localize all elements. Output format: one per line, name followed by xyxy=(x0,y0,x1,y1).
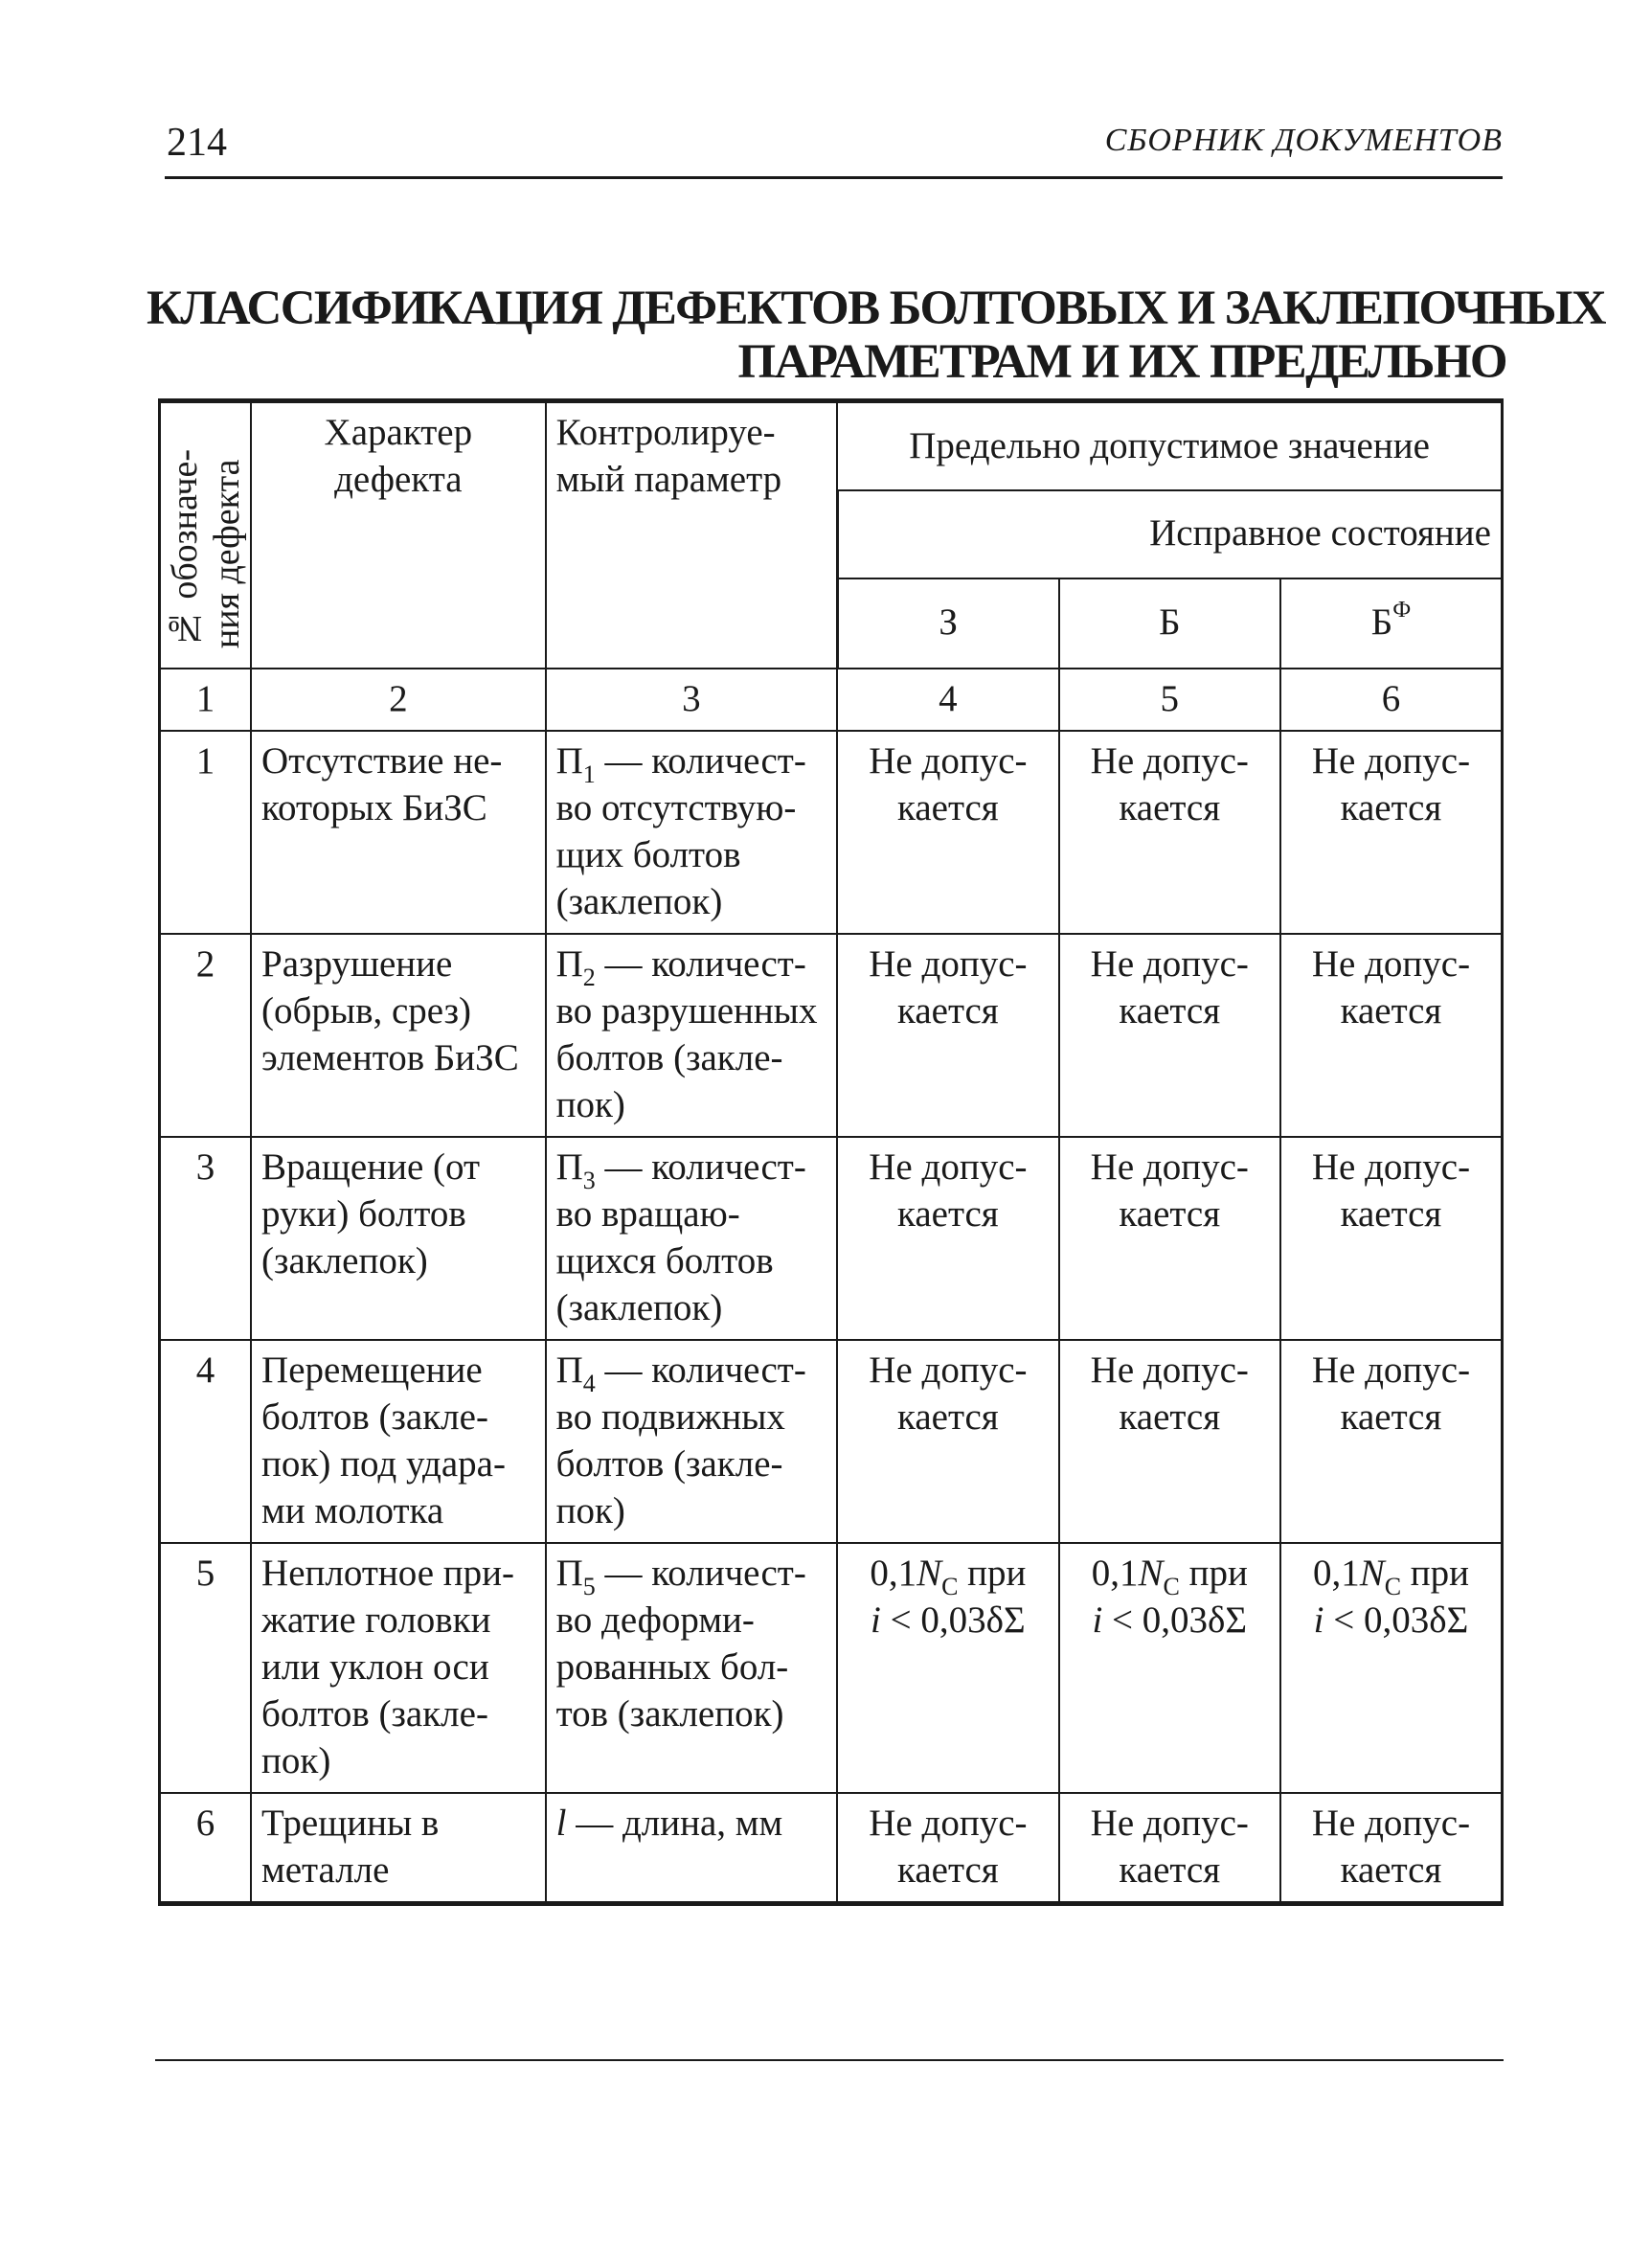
row-number: 3 xyxy=(160,1137,252,1340)
limit-n-subscript: C xyxy=(1163,1573,1180,1600)
param-text: — количест-во разрушенных болтов (закле-пок) xyxy=(555,943,818,1125)
limit-when: при xyxy=(958,1553,1027,1594)
limit-i: i xyxy=(1313,1599,1324,1641)
row-number: 4 xyxy=(160,1340,252,1543)
limit-coef: 0,1 xyxy=(1091,1553,1139,1594)
title-line-1: КЛАССИФИКАЦИЯ ДЕФЕКТОВ БОЛТОВЫХ И ЗАКЛЕПОЧНЫХ xyxy=(147,282,1605,335)
defect-cell: Перемещение болтов (закле-пок) под удара-ми молотка xyxy=(251,1340,546,1543)
param-text: — количест-во подвижных болтов (закле-пок) xyxy=(555,1349,806,1531)
limit-b-cell xyxy=(1059,1543,1280,1793)
param-symbol: П xyxy=(555,1553,583,1594)
limit-n-subscript: C xyxy=(1384,1573,1402,1600)
header-state: Исправное состояние xyxy=(837,490,1502,578)
header-state-bf xyxy=(1280,578,1503,669)
limit-z-cell: Не допус-кается xyxy=(837,1137,1058,1340)
table-row xyxy=(160,934,1503,1137)
param-subscript: 4 xyxy=(582,1370,596,1397)
param-subscript: 2 xyxy=(582,964,596,991)
column-number: 1 xyxy=(160,669,252,731)
param-subscript: 3 xyxy=(582,1167,596,1194)
defect-cell: Неплотное при-жатие головки или уклон оси болтов (закле-пок) xyxy=(251,1543,546,1793)
limit-b-cell: Не допус-кается xyxy=(1059,934,1280,1137)
header-row-1 xyxy=(160,401,1503,491)
limit-bf-cell xyxy=(1280,1543,1503,1793)
param-cell xyxy=(546,1340,838,1543)
running-head: СБОРНИК ДОКУМЕНТОВ xyxy=(1104,123,1503,158)
defect-cell: Вращение (от руки) болтов (заклепок) xyxy=(251,1137,546,1340)
param-text: — количест-во вращаю-щихся болтов (заклепок) xyxy=(555,1146,806,1328)
column-number: 3 xyxy=(546,669,838,731)
param-symbol: l xyxy=(555,1803,567,1844)
table-row xyxy=(160,1137,1503,1340)
limit-i: i xyxy=(871,1599,881,1641)
limit-n-subscript: C xyxy=(941,1573,959,1600)
limit-b-cell: Не допус-кается xyxy=(1059,1793,1280,1904)
column-number-row xyxy=(160,669,1503,731)
limit-n: N xyxy=(1138,1553,1164,1594)
footer-rule xyxy=(155,2059,1504,2061)
table-row xyxy=(160,1793,1503,1904)
param-symbol: П xyxy=(555,1349,583,1391)
header-limit: Предельно допустимое значение xyxy=(837,401,1502,491)
param-subscript: 5 xyxy=(582,1573,596,1600)
row-number: 5 xyxy=(160,1543,252,1793)
param-cell xyxy=(546,1543,838,1793)
header-defect-type: Характер дефекта xyxy=(251,401,546,669)
page-number: 214 xyxy=(167,121,227,165)
limit-bf-cell: Не допус-кается xyxy=(1280,1340,1503,1543)
param-text: — количест-во отсутствую-щих болтов (заклепок) xyxy=(555,740,806,922)
row-number: 1 xyxy=(160,731,252,934)
limit-when: при xyxy=(1179,1553,1248,1594)
limit-bf-cell: Не допус-кается xyxy=(1280,1793,1503,1904)
defects-table xyxy=(158,398,1504,1906)
param-cell xyxy=(546,1137,838,1340)
limit-z-cell: Не допус-кается xyxy=(837,934,1058,1137)
header-rule xyxy=(165,176,1503,179)
header-state-bf-superscript: Ф xyxy=(1392,598,1412,624)
header-defect-number-line-2: ния дефекта xyxy=(206,459,247,648)
limit-b-cell: Не допус-кается xyxy=(1059,1137,1280,1340)
param-text: — количест-во деформи-рованных бол-тов (заклепок) xyxy=(555,1553,806,1735)
param-symbol: П xyxy=(555,740,583,782)
limit-z-cell: Не допус-кается xyxy=(837,731,1058,934)
column-number: 5 xyxy=(1059,669,1280,731)
table-row xyxy=(160,1543,1503,1793)
limit-bf-cell: Не допус-кается xyxy=(1280,934,1503,1137)
header-state-z: З xyxy=(837,578,1058,669)
limit-condition: < 0,03δΣ xyxy=(1102,1599,1248,1641)
defect-cell: Отсутствие не-которых БиЗС xyxy=(251,731,546,934)
limit-condition: < 0,03δΣ xyxy=(1324,1599,1469,1641)
header-defect-number-line-1: № обозначе- xyxy=(164,448,205,648)
table-row xyxy=(160,731,1503,934)
title-line-2: ПАРАМЕТРАМ И ИХ ПРЕДЕЛЬНО xyxy=(737,335,1506,389)
limit-z-cell: Не допус-кается xyxy=(837,1793,1058,1904)
header-state-b: Б xyxy=(1059,578,1280,669)
row-number: 2 xyxy=(160,934,252,1137)
header-state-bf-letter: Б xyxy=(1370,601,1393,644)
limit-z-cell: Не допус-кается xyxy=(837,1340,1058,1543)
limit-bf-cell: Не допус-кается xyxy=(1280,1137,1503,1340)
limit-b-cell: Не допус-кается xyxy=(1059,731,1280,934)
header-param: Контролируе-мый параметр xyxy=(546,401,838,669)
header-defect-number-text xyxy=(164,442,248,656)
defect-cell: Трещины в металле xyxy=(251,1793,546,1904)
column-number: 4 xyxy=(837,669,1058,731)
limit-b-cell: Не допус-кается xyxy=(1059,1340,1280,1543)
param-text: — длина, мм xyxy=(566,1803,783,1844)
header-defect-number xyxy=(160,401,252,669)
param-symbol: П xyxy=(555,943,583,985)
limit-n: N xyxy=(916,1553,942,1594)
column-number: 2 xyxy=(251,669,546,731)
param-symbol: П xyxy=(555,1146,583,1188)
limit-condition: < 0,03δΣ xyxy=(880,1599,1026,1641)
param-cell xyxy=(546,1793,838,1904)
page-title xyxy=(147,282,1605,389)
param-subscript: 1 xyxy=(582,760,596,788)
param-cell xyxy=(546,731,838,934)
defect-cell: Разрушение (обрыв, срез) элементов БиЗС xyxy=(251,934,546,1137)
limit-bf-cell: Не допус-кается xyxy=(1280,731,1503,934)
limit-n: N xyxy=(1359,1553,1385,1594)
limit-coef: 0,1 xyxy=(870,1553,917,1594)
param-cell xyxy=(546,934,838,1137)
row-number: 6 xyxy=(160,1793,252,1904)
limit-i: i xyxy=(1092,1599,1103,1641)
limit-coef: 0,1 xyxy=(1312,1553,1360,1594)
table-row xyxy=(160,1340,1503,1543)
column-number: 6 xyxy=(1280,669,1503,731)
limit-when: при xyxy=(1401,1553,1470,1594)
limit-z-cell xyxy=(837,1543,1058,1793)
